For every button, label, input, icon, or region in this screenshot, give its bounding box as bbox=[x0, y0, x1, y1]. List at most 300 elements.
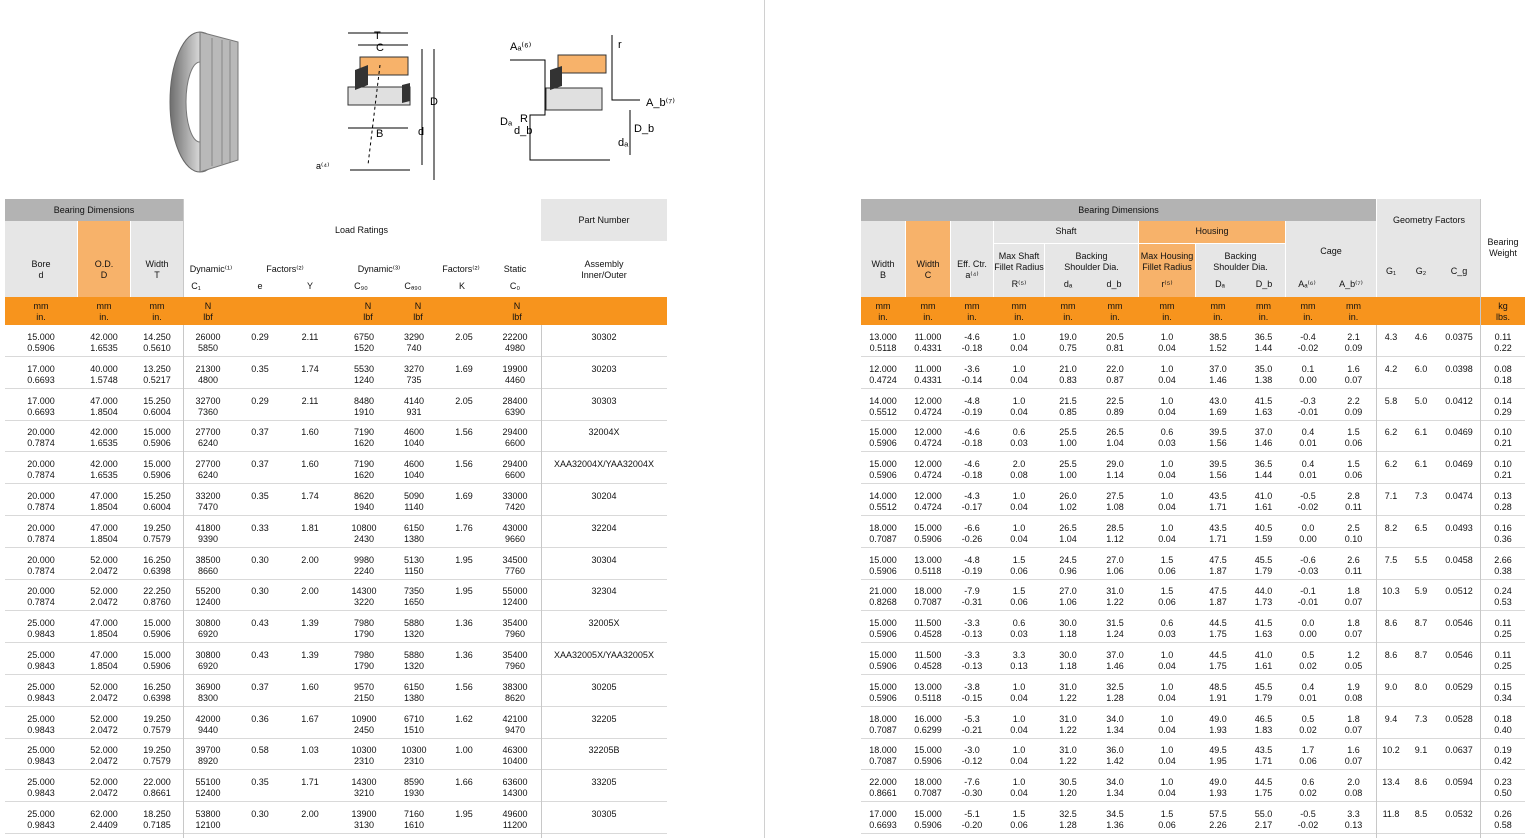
table-cell: 22.000 bbox=[869, 777, 897, 788]
table-cell: 1.69 bbox=[455, 491, 473, 501]
table-cell: 13.000 bbox=[914, 554, 942, 565]
table-cell: 0.5118 bbox=[869, 343, 897, 353]
table-cell: -7.9 bbox=[964, 586, 980, 597]
hdr-inner-outer: Inner/Outer bbox=[581, 270, 627, 280]
hdr-width-c: Width bbox=[916, 259, 940, 269]
hdr-bore: Bore bbox=[31, 259, 51, 269]
table-cell: 0.14 bbox=[1494, 395, 1512, 406]
table-cell: XAA32005X/YAA32005X bbox=[554, 650, 654, 660]
table-cell: 1.0 bbox=[1012, 491, 1026, 501]
column-divider bbox=[1376, 325, 1377, 838]
table-cell: 13900 bbox=[351, 809, 377, 819]
table-cell: 14.000 bbox=[869, 395, 897, 406]
table-cell: 6150 bbox=[403, 681, 425, 692]
table-cell: 0.04 bbox=[1158, 724, 1176, 735]
table-cell: 1.75 bbox=[1209, 661, 1227, 671]
table-cell: 0.0458 bbox=[1445, 554, 1473, 565]
table-cell: 9980 bbox=[353, 554, 375, 565]
table-cell: 6.1 bbox=[1414, 427, 1428, 438]
table-cell: 14300 bbox=[502, 788, 528, 799]
table-cell: 0.7874 bbox=[27, 565, 55, 576]
hdr-bore-sym: d bbox=[38, 270, 44, 280]
table-cell: 0.03 bbox=[1010, 629, 1028, 640]
hdr-fillet-radius: Fillet Radius bbox=[994, 262, 1044, 272]
table-cell: 38.5 bbox=[1209, 332, 1227, 342]
table-cell: 0.11 bbox=[1345, 565, 1362, 576]
table-cell: 1.44 bbox=[1254, 470, 1273, 481]
unit-label: mm bbox=[1256, 301, 1271, 311]
row-divider bbox=[861, 738, 1525, 739]
table-cell: 6.2 bbox=[1384, 427, 1398, 438]
table-cell: 0.5 bbox=[1301, 650, 1315, 660]
table-cell: 0.0532 bbox=[1445, 809, 1473, 819]
table-cell: 7470 bbox=[197, 502, 219, 512]
table-cell: 1.71 bbox=[301, 777, 319, 788]
table-cell: 48.5 bbox=[1209, 681, 1227, 692]
hdr-g2: G₂ bbox=[1415, 266, 1427, 276]
table-cell: 1.79 bbox=[1254, 692, 1273, 703]
dim-label-C: C bbox=[376, 42, 384, 54]
table-cell: 1.18 bbox=[1059, 661, 1077, 671]
table-cell: 25.5 bbox=[1059, 459, 1077, 470]
table-cell: 0.5906 bbox=[869, 438, 897, 449]
table-cell: 25.000 bbox=[27, 650, 55, 660]
mounting-diagram bbox=[500, 30, 680, 170]
table-cell: 43.5 bbox=[1254, 745, 1273, 756]
table-cell: 4600 bbox=[403, 459, 425, 470]
table-cell: 41.0 bbox=[1254, 491, 1273, 501]
table-cell: 0.13 bbox=[1344, 820, 1363, 830]
unit-label: mm bbox=[1159, 301, 1175, 311]
table-cell: 42.000 bbox=[90, 332, 118, 342]
table-cell: 0.7874 bbox=[27, 438, 55, 449]
table-cell: 5.0 bbox=[1414, 395, 1428, 406]
table-cell: 1.0 bbox=[1160, 332, 1174, 342]
table-cell: 0.04 bbox=[1158, 661, 1176, 671]
table-cell: 1.95 bbox=[455, 809, 473, 819]
table-cell: 1.5 bbox=[1012, 554, 1026, 565]
table-cell: 0.18 bbox=[1494, 713, 1512, 724]
table-cell: 35400 bbox=[502, 650, 528, 660]
table-cell: 1.93 bbox=[1209, 724, 1227, 735]
table-cell: 12400 bbox=[502, 597, 528, 608]
table-cell: 44.5 bbox=[1209, 650, 1227, 660]
table-cell: 2.4409 bbox=[90, 820, 118, 830]
table-cell: 0.7185 bbox=[143, 820, 171, 830]
row-divider bbox=[5, 420, 667, 421]
table-cell: 0.5906 bbox=[914, 756, 942, 767]
table-cell: 0.5906 bbox=[143, 438, 171, 449]
unit-label: in. bbox=[1303, 312, 1313, 322]
table-cell: 0.36 bbox=[1494, 533, 1512, 544]
table-cell: -0.20 bbox=[961, 820, 983, 830]
table-cell: 53800 bbox=[195, 809, 221, 819]
table-cell: 31.0 bbox=[1106, 586, 1124, 597]
table-cell: 0.30 bbox=[251, 554, 269, 565]
table-cell: 20.5 bbox=[1106, 332, 1124, 342]
table-cell: 52.000 bbox=[90, 554, 118, 565]
table-cell: 1.63 bbox=[1254, 406, 1273, 417]
table-cell: 1.56 bbox=[455, 681, 473, 692]
table-cell: 1.03 bbox=[301, 745, 319, 756]
dim-label-Db: D_b bbox=[634, 123, 655, 135]
table-cell: 12.000 bbox=[869, 363, 897, 374]
table-cell: 0.04 bbox=[1010, 756, 1028, 767]
table-cell: 0.00 bbox=[1299, 374, 1317, 385]
table-cell: 1.6535 bbox=[90, 438, 118, 449]
table-cell: 9660 bbox=[504, 533, 526, 544]
table-cell: 0.87 bbox=[1106, 374, 1124, 385]
table-cell: 10.3 bbox=[1382, 586, 1400, 597]
table-cell: 1.0 bbox=[1012, 745, 1026, 756]
table-cell: 39700 bbox=[195, 745, 221, 756]
table-cell: 32205B bbox=[588, 745, 620, 756]
table-cell: 15.000 bbox=[914, 522, 942, 533]
table-cell: 14.000 bbox=[869, 491, 897, 501]
table-cell: 0.1 bbox=[1301, 363, 1315, 374]
table-cell: 0.58 bbox=[251, 745, 269, 756]
table-cell: 19.250 bbox=[143, 745, 171, 756]
table-cell: 7980 bbox=[353, 650, 375, 660]
table-cell: 42000 bbox=[195, 713, 221, 724]
table-cell: -5.1 bbox=[964, 809, 980, 819]
table-cell: 12.000 bbox=[914, 491, 942, 501]
table-cell: -3.3 bbox=[964, 650, 980, 660]
table-cell: 1.56 bbox=[1209, 438, 1227, 449]
table-cell: 9.4 bbox=[1384, 713, 1398, 724]
table-cell: 0.06 bbox=[1010, 597, 1028, 608]
table-cell: 0.04 bbox=[1158, 406, 1176, 417]
table-cell: 0.03 bbox=[1158, 629, 1176, 640]
table-cell: 30800 bbox=[195, 650, 221, 660]
table-cell: 20.000 bbox=[27, 554, 55, 565]
table-cell: 0.5906 bbox=[869, 629, 897, 640]
table-cell: 9570 bbox=[353, 681, 375, 692]
table-cell: 0.10 bbox=[1494, 459, 1512, 470]
table-cell: 0.05 bbox=[1344, 661, 1363, 671]
table-cell: 22.250 bbox=[143, 586, 171, 597]
dim-label-T: T bbox=[374, 30, 381, 42]
table-cell: 20.000 bbox=[27, 586, 55, 597]
row-divider bbox=[5, 706, 667, 707]
table-cell: 22.5 bbox=[1106, 395, 1124, 406]
table-cell: 29400 bbox=[502, 427, 528, 438]
table-cell: 0.0412 bbox=[1445, 395, 1473, 406]
table-cell: 1.22 bbox=[1106, 597, 1124, 608]
table-cell: 62.000 bbox=[90, 809, 118, 819]
table-cell: 2.8 bbox=[1347, 491, 1360, 501]
table-cell: 30.0 bbox=[1059, 618, 1077, 629]
table-cell: 1.5 bbox=[1160, 554, 1174, 565]
unit-label: N bbox=[204, 301, 212, 311]
table-cell: 1.81 bbox=[301, 522, 319, 533]
table-cell: -0.01 bbox=[1297, 406, 1319, 417]
table-cell: 5130 bbox=[403, 554, 425, 565]
table-cell: 19900 bbox=[502, 363, 528, 374]
table-cell: 30205 bbox=[591, 681, 617, 692]
table-cell: 1620 bbox=[353, 438, 375, 449]
table-cell: 36900 bbox=[195, 681, 221, 692]
row-divider bbox=[5, 610, 667, 611]
table-cell: 43000 bbox=[502, 522, 528, 533]
table-cell: 1.0 bbox=[1012, 522, 1026, 533]
table-cell: 49.5 bbox=[1209, 745, 1227, 756]
table-cell: 1.5 bbox=[1347, 427, 1360, 438]
table-cell: 7190 bbox=[353, 427, 375, 438]
table-cell: 1.6535 bbox=[90, 470, 118, 481]
table-cell: 1.28 bbox=[1059, 820, 1077, 830]
table-cell: 2.05 bbox=[455, 332, 473, 342]
table-cell: 1.60 bbox=[301, 427, 319, 438]
table-cell: 0.0 bbox=[1301, 522, 1315, 533]
table-cell: 49600 bbox=[502, 809, 528, 819]
table-cell: 8.6 bbox=[1384, 618, 1398, 629]
table-cell: 1.71 bbox=[1209, 502, 1227, 512]
table-cell: 0.43 bbox=[251, 618, 269, 629]
table-cell: 41.5 bbox=[1254, 618, 1273, 629]
table-cell: 0.5217 bbox=[143, 374, 171, 385]
table-cell: 1.87 bbox=[1209, 597, 1227, 608]
table-cell: 0.04 bbox=[1010, 343, 1028, 353]
table-cell: 3210 bbox=[353, 788, 375, 799]
hdr-ca90: Cₐ₉₀ bbox=[404, 281, 422, 291]
table-cell: 2.05 bbox=[455, 395, 473, 406]
hdr-cage: Cage bbox=[1320, 246, 1342, 256]
row-divider bbox=[861, 483, 1525, 484]
table-cell: 0.11 bbox=[1494, 650, 1512, 660]
table-cell: -0.12 bbox=[961, 756, 983, 767]
row-divider bbox=[861, 642, 1525, 643]
table-cell: 13.250 bbox=[143, 363, 171, 374]
table-cell: 63600 bbox=[502, 777, 528, 788]
dim-label-Ab: A_b⁽⁷⁾ bbox=[646, 97, 675, 109]
table-cell: 1.56 bbox=[455, 427, 473, 438]
table-cell: 1.5 bbox=[1160, 809, 1174, 819]
table-cell: 2450 bbox=[353, 724, 375, 735]
table-cell: 0.7579 bbox=[143, 756, 171, 767]
unit-label: in. bbox=[1213, 312, 1223, 322]
table-cell: -4.6 bbox=[964, 332, 980, 342]
table-cell: 0.04 bbox=[1158, 756, 1176, 767]
table-cell: 0.28 bbox=[1494, 502, 1512, 512]
table-cell: 1.95 bbox=[455, 554, 473, 565]
table-cell: 52.000 bbox=[90, 745, 118, 756]
dim-label-Da: Dₐ bbox=[500, 116, 513, 128]
table-cell: 9440 bbox=[197, 724, 219, 735]
table-cell: 14300 bbox=[351, 586, 377, 597]
table-cell: 0.4724 bbox=[914, 406, 942, 417]
table-cell: 37.0 bbox=[1254, 427, 1273, 438]
table-cell: 0.06 bbox=[1299, 756, 1317, 767]
table-cell: 33200 bbox=[195, 491, 221, 501]
table-cell: -7.6 bbox=[964, 777, 980, 788]
table-cell: 0.04 bbox=[1158, 343, 1176, 353]
table-cell: 0.15 bbox=[1494, 681, 1512, 692]
table-cell: 0.5906 bbox=[869, 565, 897, 576]
table-cell: 15.000 bbox=[869, 554, 897, 565]
table-cell: 20.000 bbox=[27, 491, 55, 501]
table-cell: 0.02 bbox=[1299, 724, 1317, 735]
table-cell: 0.6 bbox=[1012, 427, 1026, 438]
table-cell: 1.08 bbox=[1106, 502, 1124, 512]
table-cell: -5.3 bbox=[964, 713, 980, 724]
table-cell: 1.0 bbox=[1160, 777, 1174, 788]
table-cell: 7.5 bbox=[1384, 554, 1398, 565]
table-cell: 1.71 bbox=[1209, 533, 1227, 544]
table-cell: -4.8 bbox=[964, 395, 980, 406]
table-cell: 7960 bbox=[504, 661, 526, 671]
table-cell: 0.4724 bbox=[869, 374, 897, 385]
hdr-geometry-factors: Geometry Factors bbox=[1392, 215, 1466, 225]
table-cell: -4.8 bbox=[964, 554, 980, 565]
table-cell: 0.6693 bbox=[869, 820, 897, 830]
unit-label: in. bbox=[36, 312, 46, 322]
table-cell: 1.0 bbox=[1012, 395, 1026, 406]
table-cell: 8590 bbox=[403, 777, 425, 788]
table-cell: 7160 bbox=[403, 809, 425, 819]
hdr-y: Y bbox=[306, 281, 313, 291]
table-cell: 0.85 bbox=[1059, 406, 1077, 417]
table-cell: 19.250 bbox=[143, 522, 171, 533]
table-cell: 2.66 bbox=[1494, 554, 1512, 565]
table-cell: 7350 bbox=[403, 586, 425, 597]
table-cell: 0.13 bbox=[1010, 661, 1028, 671]
table-cell: 7190 bbox=[353, 459, 375, 470]
table-cell: 21300 bbox=[195, 363, 221, 374]
table-cell: 1620 bbox=[353, 470, 375, 481]
hdr-fillet-radius2: Fillet Radius bbox=[1142, 262, 1192, 272]
table-cell: 0.89 bbox=[1106, 406, 1124, 417]
table-cell: 1.7 bbox=[1301, 745, 1315, 756]
hdr-eff-ctr: Eff. Ctr. bbox=[957, 259, 987, 269]
hdr-c0: C₀ bbox=[509, 281, 521, 291]
unit-label: in. bbox=[1110, 312, 1120, 322]
table-cell: 0.33 bbox=[251, 522, 269, 533]
table-cell: 0.06 bbox=[1010, 820, 1028, 830]
table-cell: 34.0 bbox=[1106, 777, 1124, 788]
table-cell: -0.13 bbox=[961, 661, 983, 671]
table-cell: 35400 bbox=[502, 618, 528, 629]
table-cell: 0.0469 bbox=[1445, 427, 1473, 438]
table-cell: 5880 bbox=[403, 618, 425, 629]
table-cell: 0.5118 bbox=[914, 565, 942, 576]
table-cell: 20.000 bbox=[27, 522, 55, 533]
hdr-assembly: Assembly bbox=[584, 259, 624, 269]
table-cell: 0.01 bbox=[1299, 470, 1317, 481]
table-cell: 1.59 bbox=[1254, 533, 1273, 544]
table-cell: 2.11 bbox=[301, 332, 319, 342]
table-cell: -0.15 bbox=[961, 692, 983, 703]
table-cell: 25.000 bbox=[27, 777, 55, 788]
table-cell: 1040 bbox=[403, 470, 425, 481]
table-cell: 15.250 bbox=[143, 491, 171, 501]
table-cell: 15.000 bbox=[869, 459, 897, 470]
table-cell: 1.83 bbox=[1254, 724, 1273, 735]
table-cell: 14300 bbox=[351, 777, 377, 788]
table-cell: 15.000 bbox=[143, 427, 171, 438]
table-cell: 1.8 bbox=[1347, 713, 1360, 724]
table-cell: 25.000 bbox=[27, 681, 55, 692]
table-cell: 0.7874 bbox=[27, 502, 55, 512]
table-cell: 2.2 bbox=[1347, 395, 1360, 406]
unit-label: in. bbox=[878, 312, 888, 322]
table-cell: 0.6398 bbox=[143, 565, 171, 576]
row-divider bbox=[5, 769, 667, 770]
table-cell: 15.000 bbox=[869, 650, 897, 660]
unit-label: in. bbox=[923, 312, 933, 322]
table-cell: 0.9843 bbox=[27, 692, 55, 703]
row-divider bbox=[5, 388, 667, 389]
table-cell: 47.000 bbox=[90, 650, 118, 660]
table-cell: 0.04 bbox=[1158, 692, 1176, 703]
table-cell: 0.0529 bbox=[1445, 681, 1473, 692]
table-cell: 4140 bbox=[403, 395, 425, 406]
table-cell: 18.250 bbox=[143, 809, 171, 819]
table-cell: 21.0 bbox=[1059, 363, 1077, 374]
hdr-housing: Housing bbox=[1195, 226, 1229, 236]
table-cell: 0.75 bbox=[1059, 343, 1077, 353]
table-cell: 18.000 bbox=[914, 777, 942, 788]
table-cell: 18.000 bbox=[869, 745, 897, 756]
table-cell: 31.0 bbox=[1059, 713, 1077, 724]
table-cell: 0.0546 bbox=[1445, 618, 1473, 629]
table-cell: 15.000 bbox=[869, 427, 897, 438]
table-cell: 1.00 bbox=[1059, 438, 1077, 449]
hdr-Db: D_b bbox=[1255, 279, 1273, 289]
hdr-ab7: A_b⁽⁷⁾ bbox=[1339, 279, 1363, 289]
hdr-backing-shaft: Backing bbox=[1075, 251, 1108, 261]
table-cell: 0.40 bbox=[1494, 724, 1512, 735]
table-cell: 32005X bbox=[588, 618, 620, 629]
hdr-shoulder-dia: Shoulder Dia. bbox=[1064, 262, 1119, 272]
table-cell: 0.09 bbox=[1344, 343, 1363, 353]
table-cell: 0.00 bbox=[1299, 629, 1317, 640]
table-cell: -0.01 bbox=[1297, 597, 1319, 608]
table-cell: 44.5 bbox=[1254, 777, 1273, 788]
table-cell: 12.000 bbox=[914, 459, 942, 470]
table-cell: 33205 bbox=[591, 777, 617, 788]
row-divider bbox=[5, 801, 667, 802]
unit-label: mm bbox=[1060, 301, 1076, 311]
table-cell: -0.5 bbox=[1300, 491, 1316, 501]
table-cell: 2240 bbox=[353, 565, 375, 576]
table-cell: 9470 bbox=[504, 724, 526, 735]
table-cell: 41.0 bbox=[1254, 650, 1273, 660]
table-cell: 3290 bbox=[403, 332, 425, 342]
table-cell: 1.93 bbox=[1209, 788, 1227, 799]
table-cell: -0.18 bbox=[961, 343, 983, 353]
table-cell: 10900 bbox=[351, 713, 377, 724]
table-cell: 30204 bbox=[591, 491, 617, 501]
table-cell: 2.0472 bbox=[90, 724, 118, 735]
table-cell: 38300 bbox=[502, 681, 528, 692]
table-cell: 1.95 bbox=[1209, 756, 1227, 767]
table-cell: -0.18 bbox=[961, 438, 983, 449]
table-cell: 1.5 bbox=[1347, 459, 1360, 470]
table-cell: 1.66 bbox=[455, 777, 473, 788]
table-cell: 0.18 bbox=[1494, 374, 1512, 385]
table-cell: 12.000 bbox=[914, 427, 942, 438]
table-cell: 1.8 bbox=[1347, 586, 1360, 597]
table-cell: 9.1 bbox=[1414, 745, 1428, 756]
table-cell: 35.0 bbox=[1254, 363, 1273, 374]
unit-label: mm bbox=[96, 301, 112, 311]
table-cell: 0.81 bbox=[1106, 343, 1124, 353]
table-cell: 1.0 bbox=[1012, 777, 1026, 788]
row-divider bbox=[861, 674, 1525, 675]
table-cell: 0.25 bbox=[1494, 661, 1512, 671]
table-cell: 8480 bbox=[353, 395, 375, 406]
